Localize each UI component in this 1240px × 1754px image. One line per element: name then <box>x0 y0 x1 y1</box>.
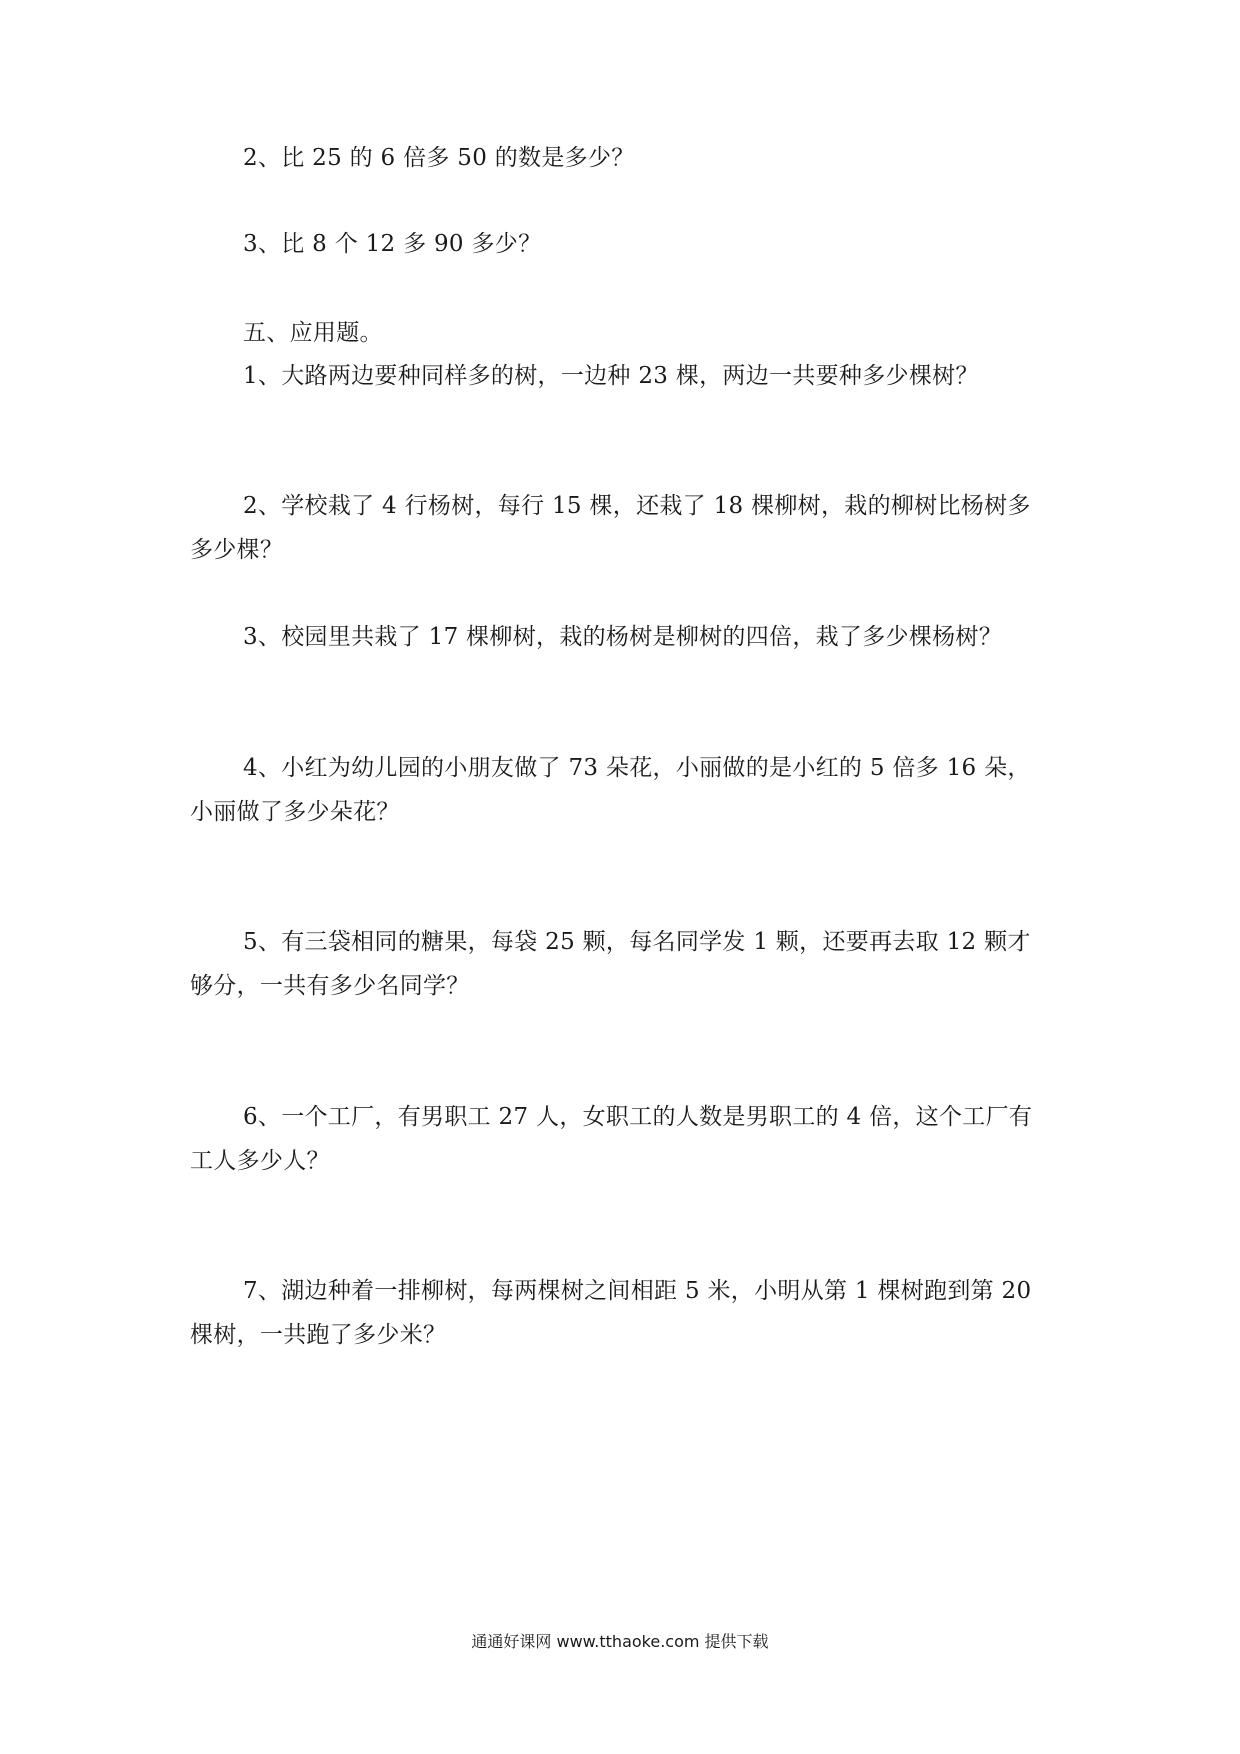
section-5-heading: 五、应用题。 <box>243 320 383 346</box>
question-5-3: 3、校园里共栽了 17 棵柳树，栽的杨树是柳树的四倍，栽了多少棵杨树？ <box>243 624 1003 650</box>
question-5-7-line-2: 棵树，一共跑了多少米？ <box>190 1322 447 1348</box>
question-5-2-line-2: 多少棵？ <box>190 537 284 563</box>
question-4-3: 3、比 8 个 12 多 90 多少？ <box>243 231 542 257</box>
question-5-6-line-1: 6、一个工厂，有男职工 27 人，女职工的人数是男职工的 4 倍，这个工厂有 <box>243 1104 1033 1130</box>
page-footer: 通通好课网 www.tthaoke.com 提供下载 <box>471 1632 769 1651</box>
question-5-4-line-2: 小丽做了多少朵花？ <box>190 799 400 825</box>
question-5-7-line-1: 7、湖边种着一排柳树，每两棵树之间相距 5 米，小明从第 1 棵树跑到第 20 <box>243 1278 1032 1304</box>
question-5-1: 1、大路两边要种同样多的树，一边种 23 棵，两边一共要种多少棵树？ <box>243 363 979 389</box>
question-5-6-line-2: 工人多少人？ <box>190 1148 330 1174</box>
question-5-2-line-1: 2、学校栽了 4 行杨树，每行 15 棵，还栽了 18 棵柳树，栽的柳树比杨树多 <box>243 493 1031 519</box>
question-5-5-line-2: 够分，一共有多少名同学？ <box>190 973 470 999</box>
question-4-2: 2、比 25 的 6 倍多 50 的数是多少？ <box>243 145 635 171</box>
question-5-5-line-1: 5、有三袋相同的糖果，每袋 25 颗，每名同学发 1 颗，还要再去取 12 颗才 <box>243 929 1031 955</box>
question-5-4-line-1: 4、小红为幼儿园的小朋友做了 73 朵花，小丽做的是小红的 5 倍多 16 朵， <box>243 755 1031 781</box>
